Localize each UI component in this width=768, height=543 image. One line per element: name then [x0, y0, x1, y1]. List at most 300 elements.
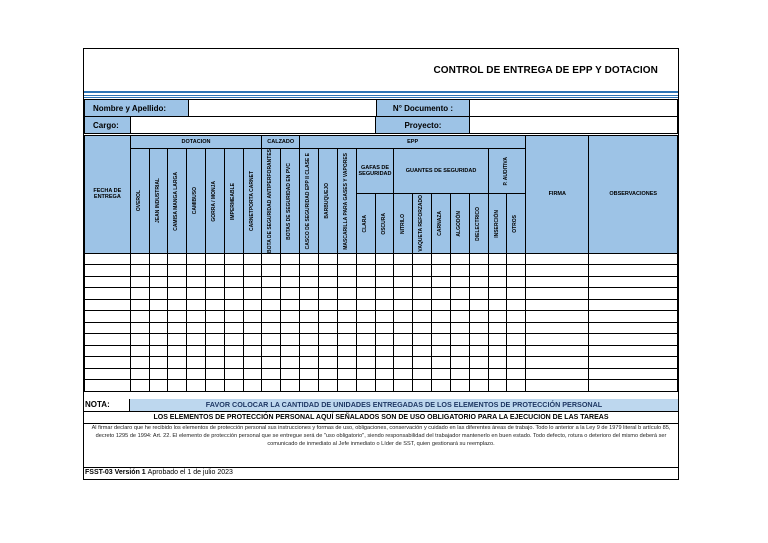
entry-cell[interactable] — [130, 265, 149, 277]
entry-cell[interactable] — [168, 288, 187, 300]
entry-cell[interactable] — [589, 276, 678, 288]
entry-cell[interactable] — [318, 357, 337, 369]
entry-cell[interactable] — [413, 288, 432, 300]
entry-cell[interactable] — [488, 380, 507, 392]
entry-cell[interactable] — [318, 276, 337, 288]
observaciones-header: OBSERVACIONES — [589, 136, 678, 254]
entry-cell[interactable] — [526, 276, 589, 288]
entry-cell[interactable] — [262, 322, 281, 334]
entry-cell[interactable] — [243, 299, 262, 311]
entry-cell[interactable] — [450, 276, 469, 288]
entry-cell[interactable] — [300, 380, 319, 392]
entry-cell[interactable] — [394, 265, 413, 277]
entry-cell[interactable] — [375, 380, 394, 392]
entry-cell[interactable] — [589, 322, 678, 334]
entry-cell[interactable] — [432, 276, 451, 288]
entry-cell[interactable] — [394, 276, 413, 288]
entry-cell[interactable] — [85, 368, 131, 380]
entry-cell[interactable] — [168, 276, 187, 288]
entry-cell[interactable] — [262, 288, 281, 300]
entry-cell[interactable] — [281, 311, 300, 323]
entry-cell[interactable] — [375, 276, 394, 288]
entry-cell[interactable] — [243, 265, 262, 277]
entry-cell[interactable] — [469, 253, 488, 265]
entry-cell[interactable] — [488, 322, 507, 334]
entry-cell[interactable] — [205, 253, 224, 265]
entry-cell[interactable] — [394, 322, 413, 334]
entry-cell[interactable] — [130, 288, 149, 300]
entry-cell[interactable] — [469, 311, 488, 323]
entry-cell[interactable] — [300, 253, 319, 265]
entry-cell[interactable] — [300, 265, 319, 277]
entry-cell[interactable] — [337, 345, 356, 357]
entry-cell[interactable] — [149, 253, 168, 265]
entry-cell[interactable] — [526, 368, 589, 380]
entry-cell[interactable] — [281, 288, 300, 300]
entry-cell[interactable] — [149, 380, 168, 392]
entry-cell[interactable] — [149, 322, 168, 334]
entry-cell[interactable] — [413, 345, 432, 357]
entry-cell[interactable] — [224, 380, 243, 392]
entry-cell[interactable] — [432, 253, 451, 265]
entry-cell[interactable] — [187, 357, 206, 369]
entry-cell[interactable] — [337, 368, 356, 380]
entry-cell[interactable] — [205, 288, 224, 300]
entry-cell[interactable] — [149, 299, 168, 311]
col-nitrilo: NITRILO — [394, 194, 413, 254]
entry-cell[interactable] — [488, 368, 507, 380]
entry-cell[interactable] — [243, 311, 262, 323]
entry-cell[interactable] — [85, 276, 131, 288]
entry-cell[interactable] — [589, 345, 678, 357]
entry-cell[interactable] — [205, 311, 224, 323]
entry-cell[interactable] — [337, 334, 356, 346]
entry-cell[interactable] — [337, 276, 356, 288]
entry-cell[interactable] — [432, 288, 451, 300]
entry-cell[interactable] — [469, 265, 488, 277]
entry-cell[interactable] — [130, 357, 149, 369]
entry-cell[interactable] — [243, 276, 262, 288]
entry-cell[interactable] — [450, 380, 469, 392]
entry-cell[interactable] — [469, 380, 488, 392]
epp-header: EPP — [300, 136, 526, 149]
entry-cell[interactable] — [356, 345, 375, 357]
entry-cell[interactable] — [187, 322, 206, 334]
entry-cell[interactable] — [300, 299, 319, 311]
entry-cell[interactable] — [488, 253, 507, 265]
entry-cell[interactable] — [488, 334, 507, 346]
entry-cell[interactable] — [187, 368, 206, 380]
entry-cell[interactable] — [450, 322, 469, 334]
entry-cell[interactable] — [589, 380, 678, 392]
entry-cell[interactable] — [432, 334, 451, 346]
entry-cell[interactable] — [526, 345, 589, 357]
entry-cell[interactable] — [85, 357, 131, 369]
entry-cell[interactable] — [488, 357, 507, 369]
entry-cell[interactable] — [432, 265, 451, 277]
entry-cell[interactable] — [450, 299, 469, 311]
entry-cell[interactable] — [130, 322, 149, 334]
entry-cell[interactable] — [168, 357, 187, 369]
entry-cell[interactable] — [187, 311, 206, 323]
entry-cell[interactable] — [488, 276, 507, 288]
entry-cell[interactable] — [224, 368, 243, 380]
entry-cell[interactable] — [318, 322, 337, 334]
entry-cell[interactable] — [168, 345, 187, 357]
entry-cell[interactable] — [413, 368, 432, 380]
entry-cell[interactable] — [149, 368, 168, 380]
entry-cell[interactable] — [243, 368, 262, 380]
entry-cell[interactable] — [337, 299, 356, 311]
entry-cell[interactable] — [589, 311, 678, 323]
entry-cell[interactable] — [187, 380, 206, 392]
entry-cell[interactable] — [85, 299, 131, 311]
entry-cell[interactable] — [589, 334, 678, 346]
entry-cell[interactable] — [205, 345, 224, 357]
entry-cell[interactable] — [85, 345, 131, 357]
entry-cell[interactable] — [507, 380, 526, 392]
entry-cell[interactable] — [300, 311, 319, 323]
entry-cell[interactable] — [450, 368, 469, 380]
entry-cell[interactable] — [589, 288, 678, 300]
entry-cell[interactable] — [469, 368, 488, 380]
entry-cell[interactable] — [375, 299, 394, 311]
entry-cell[interactable] — [375, 357, 394, 369]
entry-cell[interactable] — [318, 334, 337, 346]
entry-cell[interactable] — [413, 357, 432, 369]
entry-cell[interactable] — [281, 380, 300, 392]
entry-cell[interactable] — [224, 357, 243, 369]
proyecto-field[interactable] — [470, 117, 678, 134]
entry-cell[interactable] — [300, 368, 319, 380]
entry-cell[interactable] — [168, 322, 187, 334]
entry-cell[interactable] — [432, 322, 451, 334]
entry-cell[interactable] — [337, 311, 356, 323]
entry-cell[interactable] — [589, 265, 678, 277]
entry-cell[interactable] — [243, 357, 262, 369]
entry-cell[interactable] — [394, 380, 413, 392]
entry-cell[interactable] — [375, 311, 394, 323]
entry-cell[interactable] — [205, 357, 224, 369]
entry-cell[interactable] — [130, 299, 149, 311]
entry-cell[interactable] — [526, 322, 589, 334]
declaration-text: Al firmar declaro que he recibido los elementos de protección personal sus instrucciones y formas de uso, obligaciones, conservación y cuidado en las diferentes áreas de trabajo. Todo lo anterior a la Ley 9 de 1979 literal b artículo 85, decreto 1295 de 1994: Art. 22. El elemento de protección personal que se entregue será de "uso obligatorio", siendo responsabilidad del trabajador mantenerlo en buen estado. Todo defecto, rotura o deterioro del mismo deberá ser comunicado de inmediato al Jefe inmediato o Líder de SST, quien gestionará su reemplazo. — [91, 425, 671, 447]
entry-cell[interactable] — [337, 357, 356, 369]
entry-cell[interactable] — [168, 368, 187, 380]
entry-cell[interactable] — [526, 311, 589, 323]
entry-cell[interactable] — [318, 253, 337, 265]
entry-cell[interactable] — [432, 299, 451, 311]
title-rule-thin — [84, 95, 678, 96]
title-band — [84, 49, 678, 91]
entry-cell[interactable] — [149, 357, 168, 369]
entry-cell[interactable] — [450, 288, 469, 300]
entry-cell[interactable] — [243, 253, 262, 265]
entry-cell[interactable] — [375, 334, 394, 346]
entry-cell[interactable] — [281, 276, 300, 288]
entry-cell[interactable] — [488, 265, 507, 277]
entry-cell[interactable] — [149, 345, 168, 357]
entry-cell[interactable] — [394, 357, 413, 369]
entry-cell[interactable] — [318, 380, 337, 392]
entry-cell[interactable] — [262, 368, 281, 380]
entry-cell[interactable] — [488, 288, 507, 300]
entry-cell[interactable] — [507, 265, 526, 277]
entry-cell[interactable] — [356, 380, 375, 392]
entry-cell[interactable] — [130, 253, 149, 265]
entry-cell[interactable] — [149, 311, 168, 323]
entry-cell[interactable] — [187, 276, 206, 288]
entry-cell[interactable] — [243, 334, 262, 346]
entry-cell[interactable] — [281, 253, 300, 265]
entry-cell[interactable] — [375, 368, 394, 380]
entry-cell[interactable] — [526, 299, 589, 311]
entry-cell[interactable] — [526, 253, 589, 265]
entry-cell[interactable] — [356, 253, 375, 265]
document-field[interactable] — [470, 100, 678, 117]
entry-cell[interactable] — [224, 276, 243, 288]
entry-cell[interactable] — [413, 334, 432, 346]
entry-cell[interactable] — [168, 380, 187, 392]
entry-cell[interactable] — [130, 311, 149, 323]
entry-cell[interactable] — [243, 322, 262, 334]
entry-cell[interactable] — [149, 276, 168, 288]
entry-cell[interactable] — [281, 299, 300, 311]
entry-cell[interactable] — [526, 357, 589, 369]
entry-cell[interactable] — [149, 265, 168, 277]
entry-cell[interactable] — [281, 334, 300, 346]
entry-cell[interactable] — [300, 357, 319, 369]
entry-cell[interactable] — [262, 357, 281, 369]
entry-cell[interactable] — [281, 368, 300, 380]
entry-cell[interactable] — [243, 380, 262, 392]
entry-cell[interactable] — [262, 311, 281, 323]
entry-cell[interactable] — [281, 322, 300, 334]
entry-cell[interactable] — [130, 368, 149, 380]
entry-cell[interactable] — [262, 253, 281, 265]
entry-cell[interactable] — [224, 299, 243, 311]
entry-cell[interactable] — [205, 368, 224, 380]
entry-cell[interactable] — [375, 253, 394, 265]
entry-cell[interactable] — [262, 380, 281, 392]
entry-cell[interactable] — [507, 276, 526, 288]
entry-cell[interactable] — [224, 253, 243, 265]
entry-cell[interactable] — [356, 265, 375, 277]
entry-cell[interactable] — [224, 288, 243, 300]
entry-cell[interactable] — [281, 357, 300, 369]
entry-cell[interactable] — [413, 265, 432, 277]
entry-cell[interactable] — [507, 357, 526, 369]
entry-cell[interactable] — [224, 322, 243, 334]
entry-cell[interactable] — [318, 345, 337, 357]
entry-cell[interactable] — [205, 299, 224, 311]
entry-cell[interactable] — [149, 334, 168, 346]
entry-cell[interactable] — [450, 345, 469, 357]
entry-cell[interactable] — [413, 276, 432, 288]
entry-cell[interactable] — [469, 334, 488, 346]
entry-cell[interactable] — [262, 299, 281, 311]
entry-cell[interactable] — [356, 357, 375, 369]
entry-cell[interactable] — [375, 288, 394, 300]
entry-cell[interactable] — [507, 322, 526, 334]
entry-cell[interactable] — [130, 380, 149, 392]
entry-cell[interactable] — [318, 265, 337, 277]
entry-cell[interactable] — [337, 380, 356, 392]
entry-cell[interactable] — [243, 288, 262, 300]
entry-cell[interactable] — [394, 299, 413, 311]
entry-cell[interactable] — [224, 311, 243, 323]
entry-cell[interactable] — [318, 311, 337, 323]
entry-cell[interactable] — [187, 288, 206, 300]
entry-cell[interactable] — [526, 334, 589, 346]
entry-cell[interactable] — [375, 322, 394, 334]
entry-cell[interactable] — [469, 276, 488, 288]
entry-cell[interactable] — [507, 368, 526, 380]
entry-cell[interactable] — [589, 253, 678, 265]
entry-cell[interactable] — [432, 368, 451, 380]
entry-cell[interactable] — [356, 334, 375, 346]
entry-cell[interactable] — [300, 288, 319, 300]
entry-cell[interactable] — [85, 322, 131, 334]
form-approved-text: Aprobado el 1 de julio 2023 — [147, 469, 233, 476]
entry-cell[interactable] — [394, 368, 413, 380]
entry-cell[interactable] — [488, 311, 507, 323]
entry-cell[interactable] — [337, 265, 356, 277]
cargo-field[interactable] — [130, 117, 376, 134]
entry-cell[interactable] — [450, 334, 469, 346]
entry-cell[interactable] — [413, 299, 432, 311]
entry-cell[interactable] — [205, 265, 224, 277]
entry-cell[interactable] — [589, 299, 678, 311]
entry-cell[interactable] — [375, 265, 394, 277]
entry-cell[interactable] — [85, 334, 131, 346]
entry-cell[interactable] — [394, 311, 413, 323]
entry-cell[interactable] — [318, 288, 337, 300]
entry-cell[interactable] — [413, 311, 432, 323]
entry-cell[interactable] — [507, 311, 526, 323]
entry-cell[interactable] — [356, 368, 375, 380]
entry-cell[interactable] — [205, 380, 224, 392]
entry-cell[interactable] — [469, 345, 488, 357]
entry-cell[interactable] — [130, 276, 149, 288]
entry-cell[interactable] — [85, 311, 131, 323]
entry-cell[interactable] — [85, 265, 131, 277]
entry-cell[interactable] — [526, 288, 589, 300]
entry-cell[interactable] — [187, 253, 206, 265]
entry-cell[interactable] — [394, 288, 413, 300]
entry-cell[interactable] — [168, 311, 187, 323]
entry-cell[interactable] — [187, 299, 206, 311]
entry-cell[interactable] — [356, 288, 375, 300]
entry-cell[interactable] — [300, 322, 319, 334]
entry-cell[interactable] — [507, 334, 526, 346]
entry-cell[interactable] — [224, 345, 243, 357]
entry-cell[interactable] — [413, 322, 432, 334]
entry-cell[interactable] — [85, 380, 131, 392]
entry-cell[interactable] — [262, 265, 281, 277]
entry-cell[interactable] — [205, 322, 224, 334]
entry-cell[interactable] — [85, 253, 131, 265]
entry-cell[interactable] — [356, 276, 375, 288]
col-overol: OVEROL — [130, 149, 149, 254]
entry-cell[interactable] — [507, 288, 526, 300]
entry-cell[interactable] — [432, 311, 451, 323]
entry-cell[interactable] — [507, 253, 526, 265]
entry-cell[interactable] — [488, 345, 507, 357]
entry-cell[interactable] — [356, 322, 375, 334]
entry-cell[interactable] — [187, 334, 206, 346]
entry-cell[interactable] — [224, 334, 243, 346]
entry-cell[interactable] — [432, 345, 451, 357]
entry-cell[interactable] — [469, 299, 488, 311]
entry-cell[interactable] — [300, 276, 319, 288]
entry-cell[interactable] — [337, 288, 356, 300]
entry-cell[interactable] — [394, 334, 413, 346]
entry-cell[interactable] — [394, 345, 413, 357]
entry-cell[interactable] — [262, 345, 281, 357]
entry-cell[interactable] — [281, 345, 300, 357]
entry-cell[interactable] — [356, 311, 375, 323]
entry-cell[interactable] — [337, 322, 356, 334]
entry-cell[interactable] — [507, 299, 526, 311]
entry-cell[interactable] — [394, 253, 413, 265]
entry-cell[interactable] — [450, 311, 469, 323]
entry-cell[interactable] — [337, 253, 356, 265]
entry-cell[interactable] — [149, 288, 168, 300]
entry-cell[interactable] — [205, 276, 224, 288]
entry-cell[interactable] — [318, 368, 337, 380]
entry-cell[interactable] — [375, 345, 394, 357]
entry-cell[interactable] — [262, 276, 281, 288]
entry-cell[interactable] — [187, 265, 206, 277]
entry-cell[interactable] — [168, 253, 187, 265]
entry-cell[interactable] — [589, 368, 678, 380]
entry-cell[interactable] — [130, 334, 149, 346]
entry-cell[interactable] — [224, 265, 243, 277]
entry-cell[interactable] — [318, 299, 337, 311]
entry-cell[interactable] — [589, 357, 678, 369]
entry-cell[interactable] — [526, 380, 589, 392]
entry-cell[interactable] — [300, 345, 319, 357]
entry-cell[interactable] — [356, 299, 375, 311]
entry-cell[interactable] — [469, 288, 488, 300]
entry-cell[interactable] — [507, 345, 526, 357]
entry-cell[interactable] — [85, 288, 131, 300]
entry-cell[interactable] — [281, 265, 300, 277]
entry-cell[interactable] — [432, 357, 451, 369]
entry-cell[interactable] — [168, 299, 187, 311]
entry-cell[interactable] — [488, 299, 507, 311]
entry-cell[interactable] — [413, 253, 432, 265]
entry-cell[interactable] — [262, 334, 281, 346]
entry-cell[interactable] — [300, 334, 319, 346]
entry-cell[interactable] — [450, 357, 469, 369]
entry-cell[interactable] — [526, 265, 589, 277]
entry-cell[interactable] — [469, 322, 488, 334]
entry-cell[interactable] — [450, 265, 469, 277]
entry-cell[interactable] — [413, 380, 432, 392]
entry-cell[interactable] — [243, 345, 262, 357]
entry-cell[interactable] — [168, 265, 187, 277]
entry-cell[interactable] — [450, 253, 469, 265]
entry-cell[interactable] — [168, 334, 187, 346]
entry-cell[interactable] — [432, 380, 451, 392]
entry-cell[interactable] — [205, 334, 224, 346]
entry-cell[interactable] — [469, 357, 488, 369]
entry-cell[interactable] — [187, 345, 206, 357]
name-field[interactable] — [188, 100, 376, 117]
entry-cell[interactable] — [130, 345, 149, 357]
